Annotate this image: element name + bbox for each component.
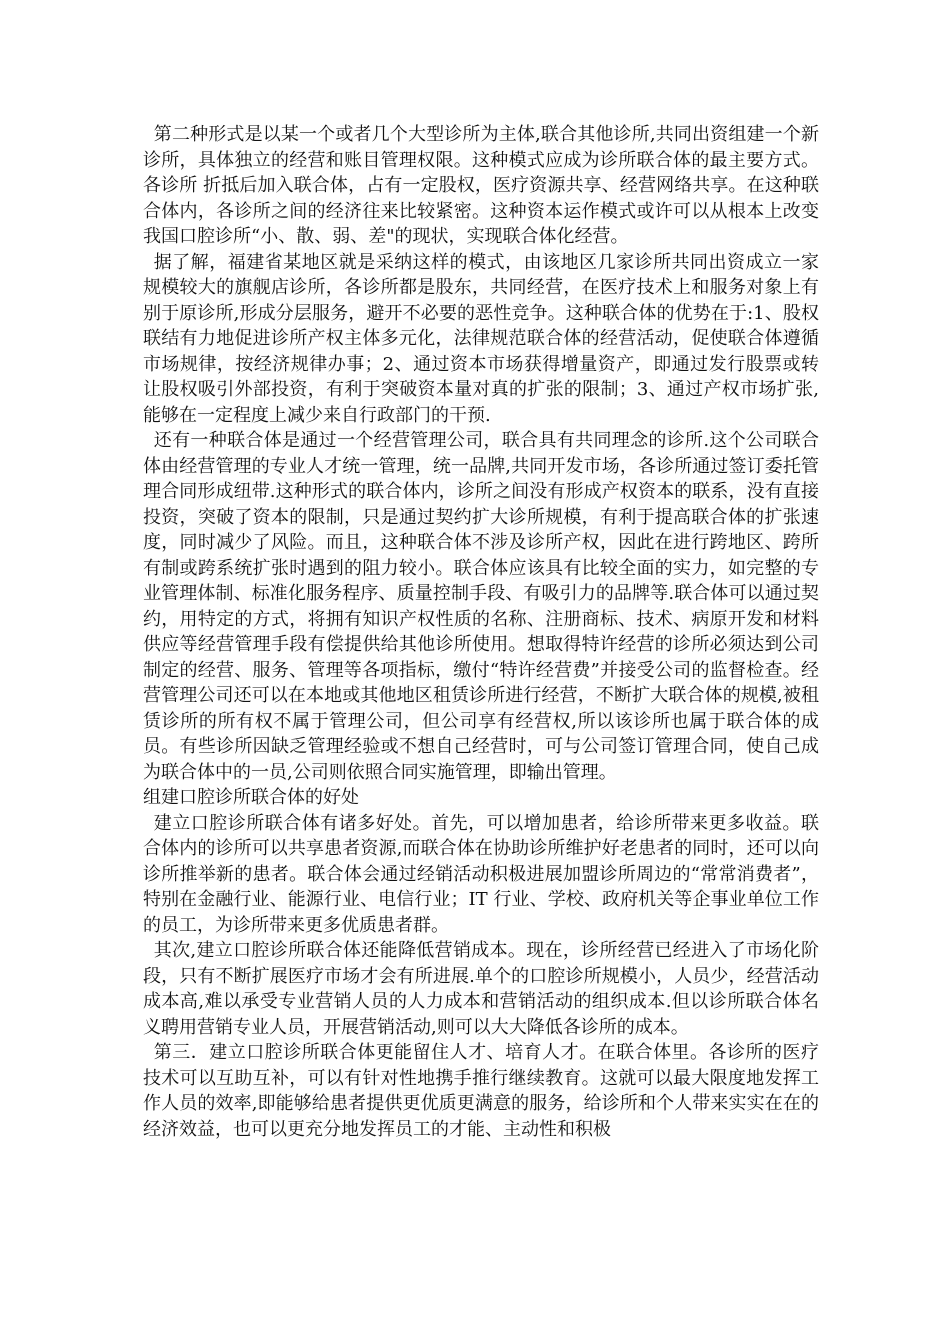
paragraph-benefit-marketing: 其次,建立口腔诊所联合体还能降低营销成本。现在，诊所经营已经进入了市场化阶段，只有不断扩展医疗市场才会有所进展.单个的口腔诊所规模小，人员少，经营活动成本高,难以承受专业营销人员的人力成本和营销活动的组织成本.但以诊所联合体名义聘用营销专业人员，开展营销活动,则可以大大降低各诊所的成本。	[143, 940, 819, 1038]
paragraph-benefit-talent: 第三．建立口腔诊所联合体更能留住人才、培育人才。在联合体里。各诊所的医疗技术可以互助互补，可以有针对性地携手推行继续教育。这就可以最大限度地发挥工作人员的效率,即能够给患者提供更优质更满意的服务，给诊所和个人带来实实在在的经济效益，也可以更充分地发挥员工的才能、主动性和积极	[143, 1042, 819, 1140]
paragraph-benefit-patients: 建立口腔诊所联合体有诸多好处。首先，可以增加患者，给诊所带来更多收益。联合体内的诊所可以共享患者资源,而联合体在协助诊所维护好老患者的同时，还可以向诊所推举新的患者。联合体会通过经销活动积极进展加盟诊所周边的“常常消费者”，特别在金融行业、能源行业、电信行业；IT 行业、学校、政府机关等企事业单位工作的员工，为诊所带来更多优质患者群。	[143, 812, 819, 936]
paragraph-second-form: 第二种形式是以某一个或者几个大型诊所为主体,联合其他诊所,共同出资组建一个新诊所，具体独立的经营和账目管理权限。这种模式应成为诊所联合体的最主要方式。各诊所 折抵后加入联合体，占有一定股权，医疗资源共享、经营网络共享。在这种联合体内，各诊所之间的经济往来比较紧密。这种资本运作模式或许可以从根本上改变我国口腔诊所“小、散、弱、差"的现状，实现联合体化经营。	[143, 124, 819, 247]
section-heading: 组建口腔诊所联合体的好处	[143, 787, 359, 808]
paragraph-management-company: 还有一种联合体是通过一个经营管理公司，联合具有共同理念的诊所.这个公司联合体由经营管理的专业人才统一管理，统一品牌,共同开发市场，各诊所通过签订委托管理合同形成纽带.这种形式的联合体内，诊所之间没有形成产权资本的联系，没有直接投资，突破了资本的限制，只是通过契约扩大诊所规模，有利于提高联合体的扩张速度，同时减少了风险。而且，这种联合体不涉及诊所产权，因此在进行跨地区、跨所有制或跨系统扩张时遇到的阻力较小。联合体应该具有比较全面的实力，如完整的专业管理体制、标准化服务程序、质量控制手段、有吸引力的品牌等.联合体可以通过契约，用特定的方式，将拥有知识产权性质的名称、注册商标、技术、病原开发和材料供应等经营管理手段有偿提供给其他诊所使用。想取得特许经营的诊所必须达到公司制定的经营、服务、管理等各项指标，缴付“特许经营费”并接受公司的监督检查。经营管理公司还可以在本地或其他地区租赁诊所进行经营，不断扩大联合体的规模,被租赁诊所的所有权不属于管理公司，但公司享有经营权,所以该诊所也属于联合体的成员。有些诊所因缺乏管理经验或不想自己经营时，可与公司签订管理合同，使自己成为联合体中的一员,公司则依照合同实施管理，即输出管理。	[143, 430, 819, 783]
document-body	[143, 122, 819, 1142]
paragraph-fujian-example: 据了解，福建省某地区就是采纳这样的模式，由该地区几家诊所共同出资成立一家规模较大的旗舰店诊所，各诊所都是股东，共同经营，在医疗技术上和服务对象上有别于原诊所,形成分层服务，避开不必要的恶性竞争。这种联合体的优势在于:1、股权联结有力地促进诊所产权主体多元化，法律规范联合体的经营活动，促使联合体遵循市场规律，按经济规律办事；2、通过资本市场获得增量资产，即通过发行股票或转让股权吸引外部投资，有利于突破资本量对真的扩张的限制；3、通过产权市场扩张,能够在一定程度上减少来自行政部门的干预.	[143, 251, 819, 426]
